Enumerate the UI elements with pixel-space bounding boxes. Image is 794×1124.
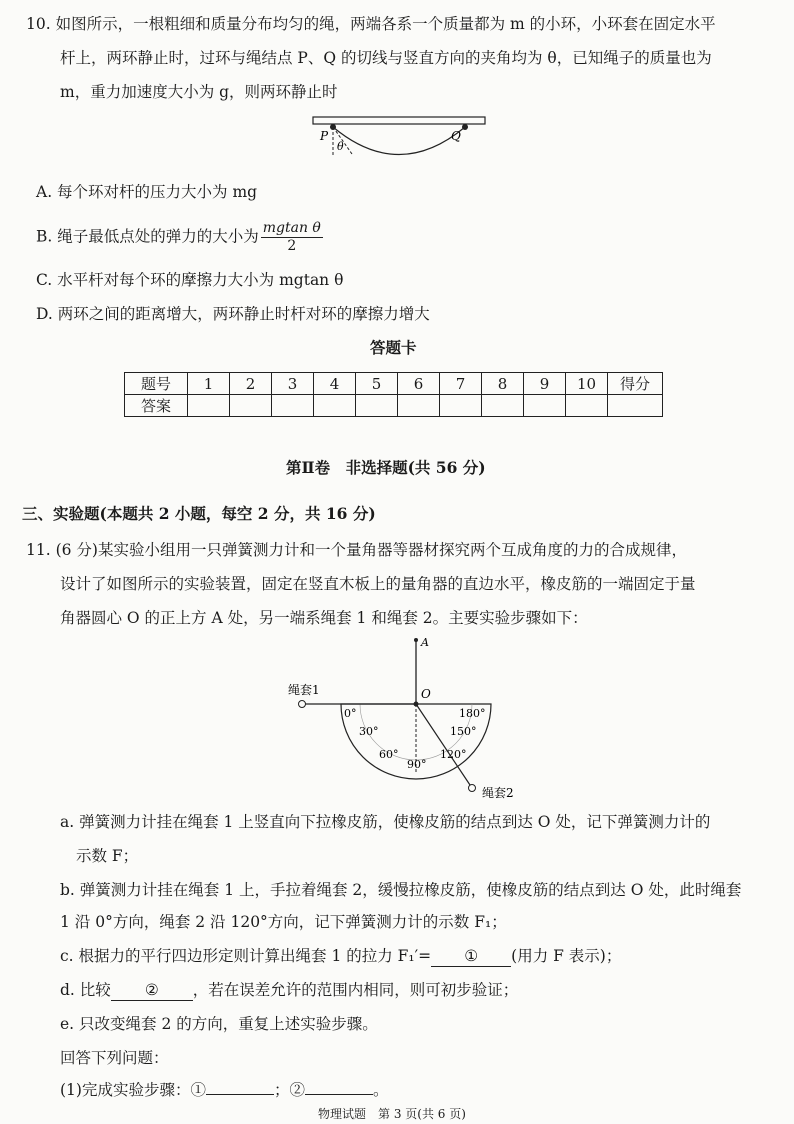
label-a: A	[421, 636, 429, 649]
angle-label-180: 180°	[459, 707, 486, 720]
q11-sub1-separator: ；②	[273, 1081, 305, 1099]
q11-step-a-line2: 示数 F；	[76, 847, 139, 865]
rope-1-loop	[299, 701, 306, 708]
q10-figure	[0, 112, 794, 172]
label-p: P	[320, 129, 329, 143]
score-label-cell: 得分	[608, 373, 663, 395]
answer-card-table	[124, 372, 663, 417]
angle-label-150: 150°	[450, 725, 477, 738]
question-number-cell: 3	[272, 373, 314, 395]
question-number-cell: 7	[440, 373, 482, 395]
q10-option-c: C. 水平杆对每个环的摩擦力大小为 mgtan θ	[36, 271, 344, 289]
answer-cell[interactable]	[272, 395, 314, 417]
page-footer: 物理试题 第 3 页(共 6 页)	[318, 1107, 466, 1121]
question-number-cell: 10	[566, 373, 608, 395]
answer-cell[interactable]	[482, 395, 524, 417]
score-cell[interactable]	[608, 395, 663, 417]
blank-2[interactable]: ②	[111, 980, 193, 1001]
angle-label-90: 90°	[407, 758, 427, 771]
angle-label-30: 30°	[359, 725, 379, 738]
question-number-cell: 2	[230, 373, 272, 395]
q11-text-line2: 设计了如图所示的实验装置，固定在竖直木板上的量角器的直边水平，橡皮筋的一端固定于量	[60, 575, 696, 593]
q11-step-e: e. 只改变绳套 2 的方向，重复上述实验步骤。	[60, 1015, 378, 1033]
answer-blank-1[interactable]	[206, 1094, 274, 1095]
answer-cell[interactable]	[188, 395, 230, 417]
q11-sub1-end: 。	[372, 1081, 389, 1099]
q11-step-c	[60, 946, 621, 967]
rope-2-loop	[469, 785, 476, 792]
section3-heading: 三、实验题(本题共 2 小题，每空 2 分，共 16 分)	[22, 504, 376, 523]
q11-step-d	[60, 980, 518, 1001]
q11-step-c-text: c. 根据力的平行四边形定则计算出绳套 1 的拉力 F₁′=	[60, 947, 432, 965]
horizontal-rod	[313, 117, 485, 124]
question-number-cell: 5	[356, 373, 398, 395]
angle-label-60: 60°	[379, 748, 399, 761]
angle-label-0: 0°	[344, 707, 357, 720]
q11-text-line1: 11. (6 分)某实验小组用一只弹簧测力计和一个量角器等器材探究两个互成角度的力的合成规律，	[26, 541, 687, 559]
blank-1[interactable]: ①	[431, 946, 511, 967]
q11-protractor-figure	[0, 630, 794, 800]
row-label-number: 题号	[125, 373, 188, 395]
row-label-answer: 答案	[125, 395, 188, 417]
q11-text-line3: 角器圆心 O 的正上方 A 处，另一端系绳套 1 和绳套 2。主要实验步骤如下：	[60, 609, 588, 627]
fraction-denominator: 2	[287, 238, 297, 254]
q11-subquestion-1	[60, 1080, 389, 1100]
q11-step-d-text: d. 比较	[60, 981, 111, 999]
question-number-cell: 9	[524, 373, 566, 395]
answer-cell[interactable]	[566, 395, 608, 417]
q10-option-b	[36, 220, 325, 255]
q11-step-d-suffix: ，若在误差允许的范围内相同，则可初步验证；	[192, 981, 519, 999]
answer-cell[interactable]	[524, 395, 566, 417]
question-number-cell: 1	[188, 373, 230, 395]
angle-label-120: 120°	[440, 748, 467, 761]
q10-option-d: D. 两环之间的距离增大，两环静止时杆对环的摩擦力增大	[36, 305, 430, 323]
question-number-cell: 4	[314, 373, 356, 395]
table-row	[125, 373, 663, 395]
q11-step-c-suffix: (用力 F 表示)；	[511, 947, 622, 965]
point-a	[414, 638, 418, 642]
answer-cell[interactable]	[398, 395, 440, 417]
q10-option-a: A. 每个环对杆的压力大小为 mg	[36, 183, 258, 201]
label-o: O	[421, 687, 431, 701]
q11-step-a-line1: a. 弹簧测力计挂在绳套 1 上竖直向下拉橡皮筋，使橡皮筋的结点到达 O 处，记下弹簧测力计的	[60, 813, 711, 831]
label-theta: θ	[337, 140, 344, 153]
answer-cell[interactable]	[314, 395, 356, 417]
answer-cell[interactable]	[230, 395, 272, 417]
rope-curve	[333, 127, 465, 155]
q10-text-line2: 杆上，两环静止时，过环与绳结点 P、Q 的切线与竖直方向的夹角均为 θ，已知绳子的质量也为	[60, 49, 712, 67]
question-number-cell: 8	[482, 373, 524, 395]
q10-text-line1: 10. 如图所示，一根粗细和质量分布均匀的绳，两端各系一个质量都为 m 的小环，小环套在固定水平	[26, 15, 716, 33]
table-row	[125, 395, 663, 417]
label-rope-2: 绳套2	[482, 786, 514, 800]
answer-card-title: 答题卡	[370, 338, 417, 357]
q11-answer-prompt: 回答下列问题：	[60, 1049, 169, 1067]
fraction-numerator: mgtan θ	[262, 220, 321, 236]
question-number-cell: 6	[398, 373, 440, 395]
q10-text-line3: m，重力加速度大小为 g，则两环静止时	[60, 83, 338, 101]
label-q: Q	[451, 129, 461, 143]
q11-step-b-line2: 1 沿 0°方向，绳套 2 沿 120°方向，记下弹簧测力计的示数 F₁；	[60, 913, 507, 931]
label-rope-1: 绳套1	[288, 683, 320, 697]
answer-cell[interactable]	[440, 395, 482, 417]
q10-option-b-text: B. 绳子最低点处的弹力的大小为	[36, 227, 259, 246]
q11-step-b-line1: b. 弹簧测力计挂在绳套 1 上，手拉着绳套 2，缓慢拉橡皮筋，使橡皮筋的结点到达 O 处，此时绳套	[60, 881, 742, 899]
part2-title: 第Ⅱ卷 非选择题(共 56 分)	[286, 458, 486, 477]
q11-sub1-text: (1)完成实验步骤：①	[60, 1081, 206, 1099]
answer-blank-2[interactable]	[305, 1094, 373, 1095]
fraction	[261, 220, 323, 255]
answer-cell[interactable]	[356, 395, 398, 417]
